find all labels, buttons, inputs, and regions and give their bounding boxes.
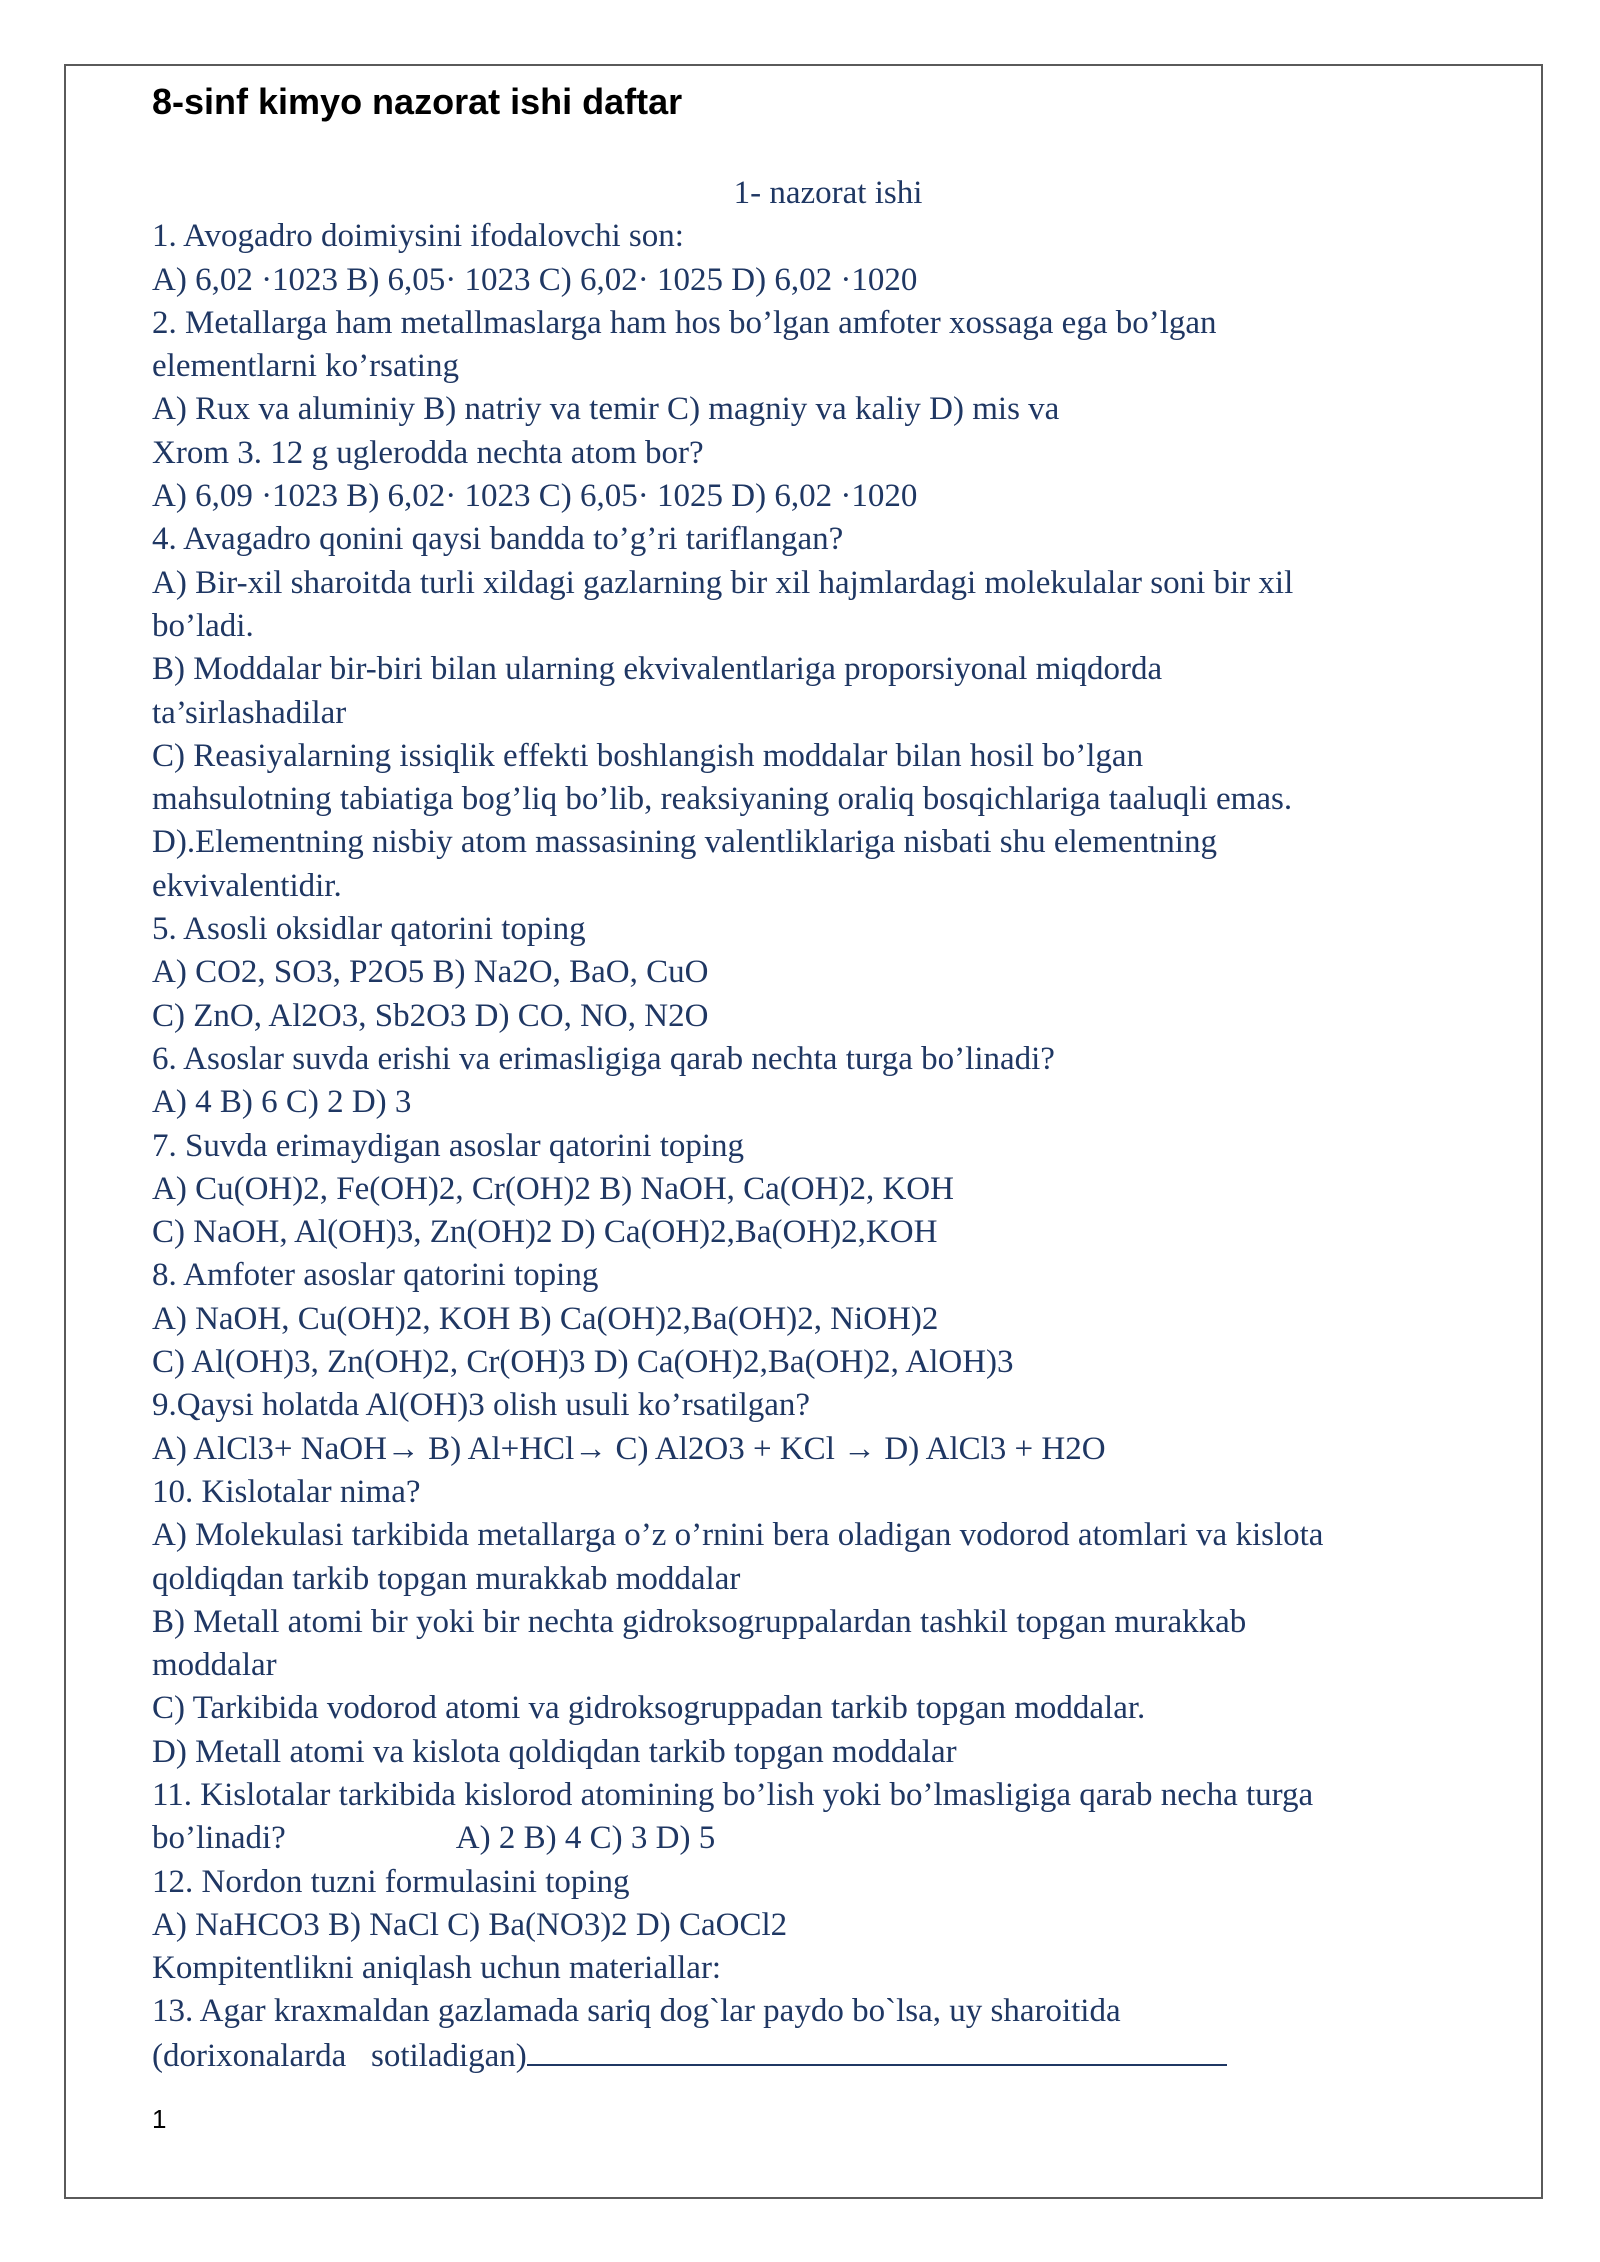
text-line: ta’sirlashadilar [152, 694, 347, 731]
q11-tail: bo’linadi? [152, 1820, 286, 1857]
text-line: Xrom 3. 12 g uglerodda nechta atom bor? [152, 434, 704, 471]
text-line: 8. Amfoter asoslar qatorini toping [152, 1257, 599, 1294]
text-line: C) ZnO, Al2O3, Sb2O3 D) CO, NO, N2O [152, 997, 709, 1034]
text-line: 10. Kislotalar nima? [152, 1473, 421, 1510]
q11-options: A) 2 B) 4 C) 3 D) 5 [455, 1820, 716, 1857]
text-line: 2. Metallarga ham metallmaslarga ham hos bo’lgan amfoter xossaga ega bo’lgan [152, 304, 1217, 341]
text-line: 12. Nordon tuzni formulasini toping [152, 1863, 630, 1900]
text-line: moddalar [152, 1647, 277, 1684]
text-line: D).Elementning nisbiy atom massasining valentliklariga nisbati shu elementning [152, 824, 1217, 861]
text-line: A) 6,09 ·1023 B) 6,02· 1023 C) 6,05· 1025 D) 6,02 ·1020 [152, 478, 918, 515]
text-line: C) NaOH, Al(OH)3, Zn(OH)2 D) Ca(OH)2,Ba(OH)2,KOH [152, 1214, 938, 1251]
text-line: 6. Asoslar suvda erishi va erimasligiga qarab nechta turga bo’linadi? [152, 1040, 1055, 1077]
text-line: C) Reasiyalarning issiqlik effekti boshlangish moddalar bilan hosil bo’lgan [152, 737, 1144, 774]
text-line: qoldiqdan tarkib topgan murakkab moddalar [152, 1560, 741, 1597]
text-line: ekvivalentidir. [152, 867, 342, 904]
text-line: A) 6,02 ·1023 B) 6,05· 1023 C) 6,02· 1025 D) 6,02 ·1020 [152, 261, 918, 298]
text-line: 4. Avagadro qonini qaysi bandda to’g’ri tariflangan? [152, 521, 844, 558]
answer-blank [527, 2034, 1227, 2066]
text-line: 5. Asosli oksidlar qatorini toping [152, 911, 586, 948]
text-line: 7. Suvda erimaydigan asoslar qatorini toping [152, 1127, 745, 1164]
q13-answer-line [152, 2034, 1504, 2077]
text-line: A) Cu(OH)2, Fe(OH)2, Cr(OH)2 B) NaOH, Ca(OH)2, KOH [152, 1170, 954, 1207]
text-line: 11. Kislotalar tarkibida kislorod atomining bo’lish yoki bo’lmasligiga qarab necha turga [152, 1776, 1314, 1813]
text-line: A) Bir-xil sharoitda turli xildagi gazlarning bir xil hajmlardagi molekulalar soni bir xil [152, 564, 1294, 601]
text-line: 1. Avogadro doimiysini ifodalovchi son: [152, 218, 684, 255]
text-line: A) CO2, SO3, P2O5 B) Na2O, BaO, CuO [152, 954, 709, 991]
q13-tail: (dorixonalarda sotiladigan) [152, 2037, 527, 2074]
text-line: A) 4 B) 6 C) 2 D) 3 [152, 1084, 412, 1121]
text-line: A) Molekulasi tarkibida metallarga o’z o’rnini bera oladigan vodorod atomlari va kislota [152, 1517, 1324, 1554]
text-line: C) Al(OH)3, Zn(OH)2, Cr(OH)3 D) Ca(OH)2,Ba(OH)2, AlOH)3 [152, 1344, 1014, 1381]
text-line: 13. Agar kraxmaldan gazlamada sariq dog`lar paydo bo`lsa, uy sharoitida [152, 1993, 1121, 2030]
text-line: A) Rux va aluminiy B) natriy va temir C) magniy va kaliy D) mis va [152, 391, 1060, 428]
text-line: bo’ladi. [152, 607, 254, 644]
text-line: B) Moddalar bir-biri bilan ularning ekvivalentlariga proporsiyonal miqdorda [152, 651, 1163, 688]
text-line: elementlarni ko’rsating [152, 348, 459, 385]
page-number: 1 [152, 2104, 167, 2134]
text-line: C) Tarkibida vodorod atomi va gidroksogruppadan tarkib topgan moddalar. [152, 1690, 1146, 1727]
document-title: 8-sinf kimyo nazorat ishi daftar [152, 81, 683, 122]
text-line: B) Metall atomi bir yoki bir nechta gidroksogruppalardan tashkil topgan murakkab [152, 1603, 1247, 1640]
section-heading: 1- nazorat ishi [733, 175, 923, 211]
document-body [152, 172, 1504, 2077]
text-line: A) AlCl3+ NaOH→ B) Al+HCl→ C) Al2O3 + KCl → D) AlCl3 + H2O [152, 1430, 1106, 1467]
q11-answer-line [152, 1817, 1504, 1860]
text-line: A) NaHCO3 B) NaCl C) Ba(NO3)2 D) CaOCl2 [152, 1906, 788, 1943]
text-line: mahsulotning tabiatiga bog’liq bo’lib, reaksiyaning oraliq bosqichlariga taaluqli emas. [152, 781, 1293, 818]
text-line: 9.Qaysi holatda Al(OH)3 olish usuli ko’rsatilgan? [152, 1387, 811, 1424]
text-line: D) Metall atomi va kislota qoldiqdan tarkib topgan moddalar [152, 1733, 957, 1770]
text-line: A) NaOH, Cu(OH)2, KOH B) Ca(OH)2,Ba(OH)2, NiOH)2 [152, 1300, 939, 1337]
text-line: Kompitentlikni aniqlash uchun materiallar: [152, 1950, 722, 1987]
